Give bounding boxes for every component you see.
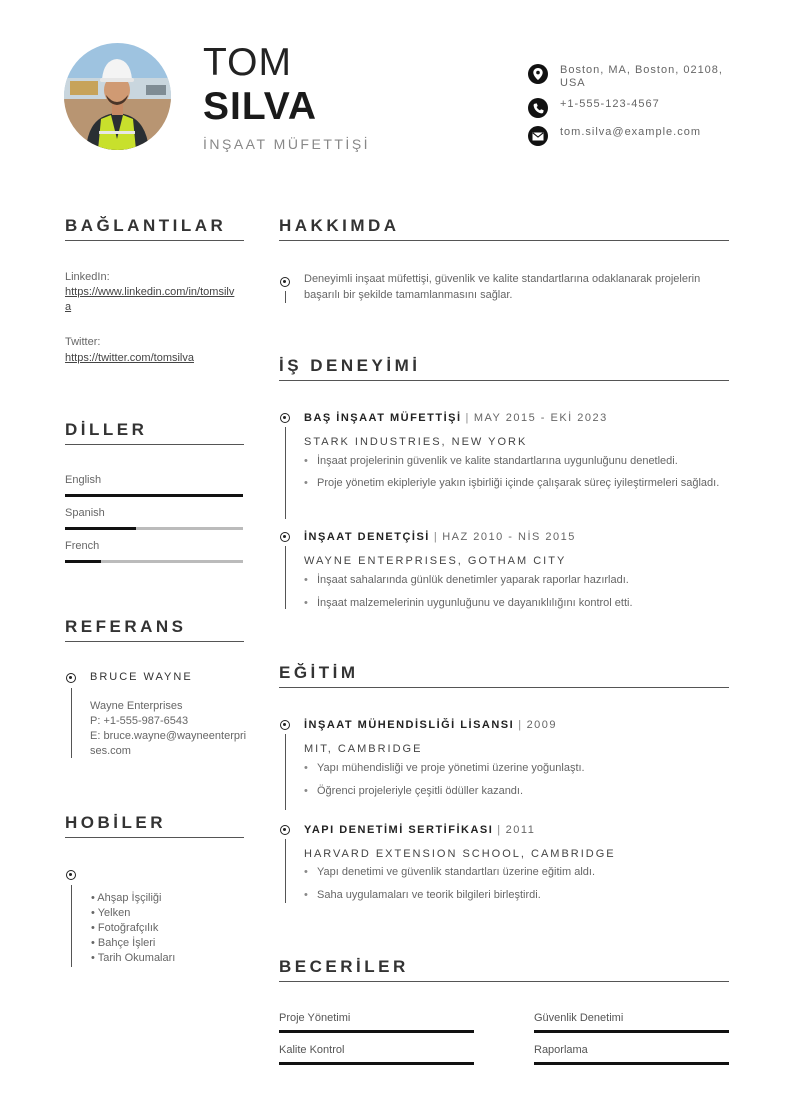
skill-label: Raporlama	[534, 1044, 588, 1056]
skill-bar	[534, 1062, 729, 1065]
hobbies-divider	[65, 837, 244, 838]
skill-label: Proje Yönetimi	[279, 1012, 351, 1024]
contact-address: Boston, MA, Boston, 02108, USA	[560, 64, 723, 89]
timeline-marker	[280, 532, 290, 542]
skills-divider	[279, 981, 729, 982]
education-degree: YAPI DENETİMİ SERTİFİKASI	[304, 824, 494, 836]
education-title-line: İNŞAAT MÜHENDİSLİĞİ LİSANSI | 2009	[304, 719, 558, 731]
language-level-bar	[65, 560, 243, 563]
education-bullet: • Yapı mühendisliği ve proje yönetimi üzerine yoğunlaştı.	[304, 762, 585, 774]
hobby-item: • Yelken	[91, 907, 131, 919]
contact-phone	[528, 98, 740, 118]
timeline-line	[285, 427, 286, 519]
contact-email	[528, 126, 740, 146]
language-label: English	[65, 474, 102, 486]
links-divider	[65, 240, 244, 241]
reference-name: BRUCE WAYNE	[90, 671, 193, 683]
references-divider	[65, 641, 244, 642]
contact-email-text: tom.silva@example.com	[560, 126, 701, 138]
job-title: İNŞAAT MÜFETTİŞİ	[203, 136, 371, 152]
job-company: WAYNE ENTERPRISES, GOTHAM CITY	[304, 555, 567, 567]
twitter-link[interactable]: https://twitter.com/tomsilva	[65, 352, 194, 364]
job-bullet: • İnşaat projelerinin güvenlik ve kalite standartlarına uygunluğunu denetledi.	[304, 455, 678, 467]
education-title-line: YAPI DENETİMİ SERTİFİKASI | 2011	[304, 824, 536, 836]
profile-photo	[64, 43, 171, 150]
language-level-fill	[65, 494, 243, 497]
timeline-marker	[280, 277, 290, 287]
job-role: İNŞAAT DENETÇİSİ	[304, 531, 430, 543]
education-year: 2011	[505, 824, 536, 836]
education-bullet: • Saha uygulamaları ve teorik bilgileri birleştirdi.	[304, 889, 541, 901]
reference-email: E: bruce.wayne@wayneenterprises.com	[90, 730, 247, 757]
job-bullet: • İnşaat malzemelerinin uygunluğunu ve dayanıklılığını kontrol etti.	[304, 597, 633, 609]
contact-phone-text: +1-555-123-4567	[560, 98, 660, 110]
hobby-item: • Bahçe İşleri	[91, 937, 156, 949]
references-heading: REFERANS	[65, 617, 187, 636]
timeline-line	[285, 546, 286, 609]
job-title-line: BAŞ İNŞAAT MÜFETTİŞİ | MAY 2015 - EKİ 2023	[304, 412, 608, 424]
last-name: SILVA	[203, 85, 318, 128]
job-period: HAZ 2010 - NİS 2015	[442, 531, 576, 543]
timeline-line	[71, 885, 72, 967]
experience-heading: İŞ DENEYİMİ	[279, 356, 421, 375]
skill-bar	[534, 1030, 729, 1033]
job-bullet: • Proje yönetim ekipleriyle yakın işbirliği içinde çalışarak süreç iyileştirmeleri sağladı.	[304, 477, 720, 489]
language-level-bar	[65, 527, 243, 530]
timeline-marker	[280, 720, 290, 730]
timeline-marker	[66, 870, 76, 880]
hobby-item: • Fotoğrafçılık	[91, 922, 159, 934]
job-period: MAY 2015 - EKİ 2023	[473, 412, 608, 424]
linkedin-link[interactable]: https://www.linkedin.com/in/tomsilva	[65, 286, 235, 313]
hobbies-heading: HOBİLER	[65, 813, 166, 832]
timeline-line	[285, 734, 286, 810]
education-divider	[279, 687, 729, 688]
reference-phone: P: +1-555-987-6543	[90, 715, 189, 727]
email-icon	[528, 126, 548, 146]
languages-divider	[65, 444, 244, 445]
reference-company: Wayne Enterprises	[90, 700, 183, 712]
language-level-fill	[65, 527, 136, 530]
timeline-marker	[280, 413, 290, 423]
job-bullet: • İnşaat sahalarında günlük denetimler yaparak raporlar hazırladı.	[304, 574, 629, 586]
education-school: MIT, CAMBRIDGE	[304, 743, 423, 755]
education-school: HARVARD EXTENSION SCHOOL, CAMBRIDGE	[304, 848, 616, 860]
experience-divider	[279, 380, 729, 381]
language-label: Spanish	[65, 507, 105, 519]
job-company: STARK INDUSTRIES, NEW YORK	[304, 436, 528, 448]
twitter-label: Twitter:	[65, 336, 101, 348]
hobby-item: • Tarih Okumaları	[91, 952, 176, 964]
education-degree: İNŞAAT MÜHENDİSLİĞİ LİSANSI	[304, 719, 515, 731]
skill-label: Güvenlik Denetimi	[534, 1012, 624, 1024]
education-heading: EĞİTİM	[279, 663, 359, 682]
language-level-fill	[65, 560, 101, 563]
education-bullet: • Öğrenci projeleriyle çeşitli ödüller kazandı.	[304, 785, 524, 797]
linkedin-label: LinkedIn:	[65, 271, 110, 283]
skill-label: Kalite Kontrol	[279, 1044, 345, 1056]
language-label: French	[65, 540, 100, 552]
timeline-marker	[280, 825, 290, 835]
languages-heading: DİLLER	[65, 420, 148, 439]
skill-bar	[279, 1062, 474, 1065]
skill-bar	[279, 1030, 474, 1033]
hobby-item: • Ahşap İşçiliği	[91, 892, 162, 904]
about-divider	[279, 240, 729, 241]
about-heading: HAKKIMDA	[279, 216, 400, 235]
language-level-bar	[65, 494, 243, 497]
first-name: TOM	[203, 41, 292, 84]
education-year: 2009	[526, 719, 558, 731]
about-text: Deneyimli inşaat müfettişi, güvenlik ve kalite standartlarına odaklanarak projelerin başarılı bir şekilde tamamlanmasını sağlar.	[304, 273, 701, 301]
contact-location	[528, 64, 740, 90]
timeline-line	[285, 839, 286, 903]
phone-icon	[528, 98, 548, 118]
timeline-line	[71, 688, 72, 758]
timeline-marker	[66, 673, 76, 683]
job-title-line: İNŞAAT DENETÇİSİ | HAZ 2010 - NİS 2015	[304, 531, 576, 543]
skills-heading: BECERİLER	[279, 957, 409, 976]
location-icon	[528, 64, 548, 84]
education-bullet: • Yapı denetimi ve güvenlik standartları üzerine eğitim aldı.	[304, 866, 595, 878]
job-role: BAŞ İNŞAAT MÜFETTİŞİ	[304, 412, 462, 424]
links-heading: BAĞLANTILAR	[65, 216, 227, 235]
timeline-line	[285, 291, 286, 303]
